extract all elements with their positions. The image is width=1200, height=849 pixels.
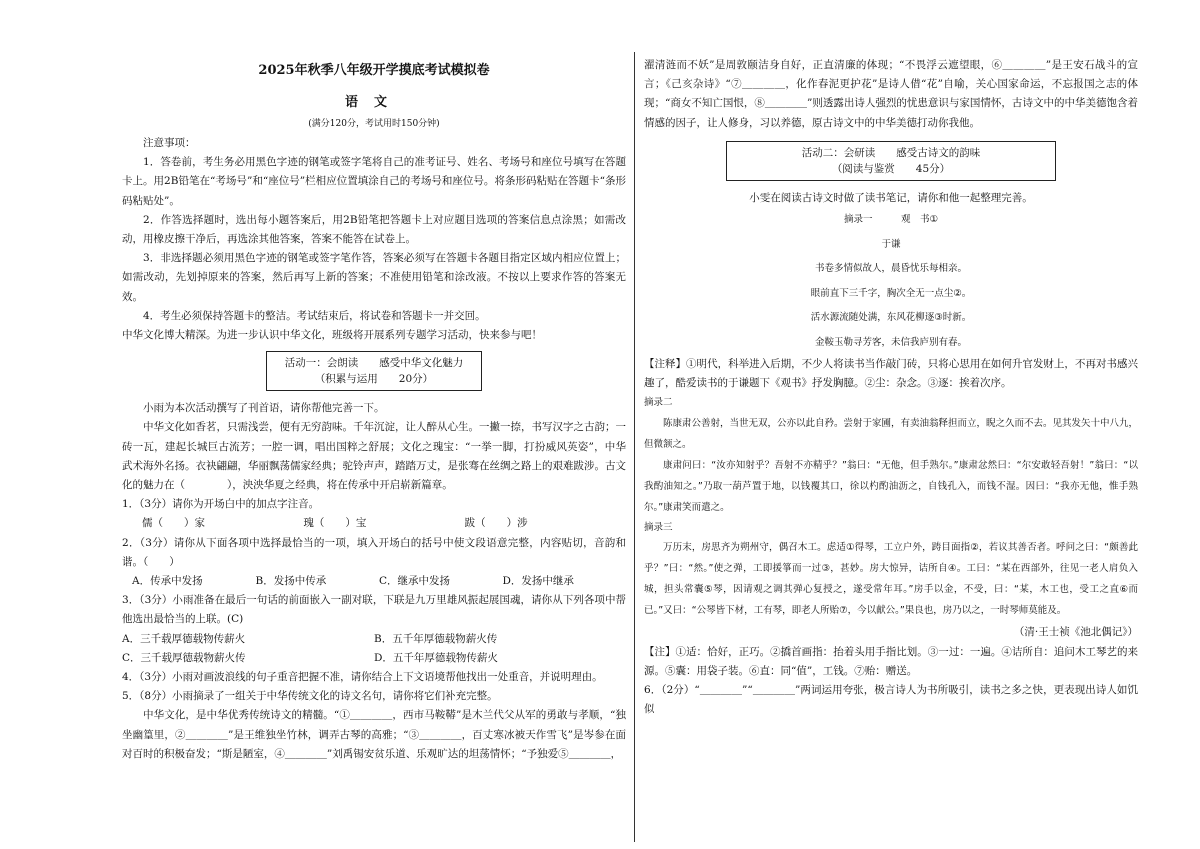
q5-stem: 5．（8分）小雨摘录了一组关于中华传统文化的诗文名句，请你将它们补充完整。: [122, 690, 498, 703]
excerpt1-heading: 摘录一 观 书①: [843, 214, 939, 226]
right-column: [644, 56, 1138, 720]
q6-stem: 6．（2分）“＿＿＿＿”“＿＿＿＿”两词运用夸张，极言诗人为书所吸引，读书之多之快，更表现出诗人如饥似: [644, 684, 1138, 716]
lead1-text: 小雨为本次活动撰写了刊首语，请你帮他完善一下。: [143, 402, 385, 415]
poem-line-4: 金鞍玉勒寻芳客，未信我庐别有春。: [814, 336, 967, 348]
q2-option-a: A．传承中发扬: [132, 575, 203, 588]
q3-option-d: D．五千年厚德载物传薪火: [374, 651, 498, 664]
q2-options: [122, 572, 626, 591]
q2-option-b: B．发扬中传承: [255, 575, 327, 588]
exam-title: 2025年秋季八年级开学摸底考试模拟卷: [258, 63, 490, 78]
lead2-text: 小雯在阅读古诗文时做了读书笔记，请你和他一起整理完善。: [749, 191, 1033, 204]
activity2-box: [726, 141, 1056, 181]
activity2-subtitle: （阅读与鉴赏 45分）: [831, 162, 951, 175]
q2-option-d: D．发扬中继承: [502, 575, 574, 588]
column-divider: [634, 52, 635, 842]
q1-stem: 1．（3分）请你为开场白中的加点字注音。: [122, 498, 320, 511]
q5-text-right: 濯清涟而不妖”是周敦颐洁身自好，正直清廉的体现；“不畏浮云遮望眼，⑥＿＿＿＿”是王安石战斗的宣言；《己亥杂诗》“⑦＿＿＿＿，化作春泥更护花”是诗人借“花”自喻，关心国家命运，不忘报国之志的体现；“商女不知亡国恨，⑧＿＿＿＿”则透露出诗人强烈的忧患意识与家国情怀，古诗文中的中华美德饱含着情感的因子，让人修身，习以养德，原古诗文中的中华美德打动你我他。: [644, 59, 1138, 129]
activity1-box: [266, 351, 482, 391]
q5-text-left: 中华文化，是中华优秀传统诗文的精髓。“①＿＿＿＿，西市马鞍鞯”是木兰代父从军的勇敢与孝顺，“独坐幽篁里，②＿＿＿＿”是王维独坐竹林，调弄古琴的高雅；“③＿＿＿＿，百丈寒冰被天作雪飞”是岑参在面对百时的积极奋发；“斯是陋室，④＿＿＿＿”刘禹锡安贫乐道、乐观旷达的坦荡情怀；“予独爱⑤＿＿＿＿，: [122, 709, 626, 760]
note-item-4: 4．考生必须保持答题卡的整洁。考试结束后，将试卷和答题卡一并交回。: [143, 309, 486, 322]
q3-stem: 3．（3分）小雨准备在最后一句话的前面嵌入一副对联，下联是九万里雄风振起展国魂，请你从下列各项中帮他选出最恰当的上联。(C): [122, 594, 626, 626]
poem-line-2: 眼前直下三千字，胸次全无一点尘②。: [810, 287, 972, 299]
poem-line-1: 书卷多情似故人，晨昏忧乐每相亲。: [814, 263, 967, 275]
q3-option-c: C．三千载厚德载物薪火传: [122, 651, 246, 664]
q2-option-c: C．继承中发扬: [379, 575, 451, 588]
score-note: (满分120分，考试用时150分钟): [308, 119, 440, 129]
note-item-2: 2．作答选择题时，选出每小题答案后，用2B铅笔把答题卡上对应题目选项的答案信息点涂黑；如需改动，用橡皮擦干净后，再选涂其他答案，答案不能答在试卷上。: [122, 213, 626, 246]
q1-item-2: 瑰（ ）宝: [303, 517, 367, 530]
notes-heading: 注意事项：: [143, 137, 196, 149]
excerpt3-text: 万历末，房思齐为朔州守，偶召木工。虑适①得琴，工立户外，踌目面指②，若议其善否者。呼问之曰：“颇善此乎？”曰：“然。”使之弹，工即援箏而一过③，甚妙。房大惊异，诘所自④。工曰：“某在西部外，往见一老人肩负入城，担头常囊⑤琴，因请观之调其弹心复授之，遂受常年耳。”房手以金，不受，曰：“某，木工也，受工之直⑥而已。”又曰：“公琴皆下材，工有琴，即老人所贻⑦，今以献公。”果良也，房乃以之，一时琴师莫能及。: [644, 541, 1138, 616]
activity1-subtitle: （积累与运用 20分）: [314, 373, 434, 386]
excerpt3-source: （清·王士祯《池北偶记》）: [1013, 625, 1138, 638]
intro-text: 中华文化博大精深。为进一步认识中华文化，班级将开展系列专题学习活动，快来参与吧！: [122, 329, 542, 342]
excerpt2-para1: 陈康肃公善射，当世无双，公亦以此自矜。尝射于家圃，有卖油翁释担而立，睨之久而不去。见其发矢十中八九，但微颔之。: [644, 417, 1139, 450]
passage-text: 中华文化如香茗，只需浅尝，便有无穷韵味。千年沉淀，让人醉从心生。一撇一捺，书写汉字之古韵；一砖一瓦，建起长城巨古流芳；一腔一调，唱出国粹之舒展；文化之瑰宝：“一挙一脚，打扮威风英姿”，中华武术海外名扬。衣袂翩翩，华丽飘荡儒家经典；驼铃声声，踏踏万丈，是张骞在丝绸之路上的艰难跋涉。古文化的魅力在（ ），泱泱华夏之经典，将在传承中开启崭新篇章。: [122, 421, 626, 492]
q3-options-row1: [122, 630, 626, 649]
q1-item-3: 跋（ ）涉: [464, 517, 528, 530]
note-item-1: 1．答卷前，考生务必用黑色字迹的钢笔或签字笔将自己的准考证号、姓名、考场号和座位号填写在答题卡上。用2B铅笔在“考场号”和“座位号”栏相应位置填涂自己的考场号和座位号。将条形码粘贴在答题卡“条形码粘贴处”。: [122, 156, 626, 207]
excerpt3-heading: 摘录三: [644, 521, 673, 533]
excerpt1-author: 于谦: [881, 238, 901, 250]
q3-option-a: A．三千载厚德载物传薪火: [122, 632, 246, 645]
note3-text: 【注】①适：恰好，正巧。②撟首画指：抬着头用手指比划。③一过：一遍。④诘所自：追问木工琴艺的来源。⑤囊：用袋子装。⑥直：同“值”，工钱。⑦贻：赠送。: [644, 645, 1138, 678]
q1-item-1: 儒（ ）家: [142, 517, 205, 530]
note-item-3: 3．非选择题必须用黑色字迹的钢笔或签字笔作答，答案必须写在答题卡各题目指定区域内相应位置上；如需改动，先划掉原来的答案，然后再写上新的答案；不准使用铅笔和涂改液。不按以上要求作答的答案无效。: [122, 252, 626, 303]
q3-option-b: B．五千年厚德载物薪火传: [374, 632, 498, 645]
left-column: [122, 56, 626, 764]
q1-items: [122, 514, 626, 533]
activity2-title: 活动二：会研读 感受古诗文的韵味: [801, 146, 981, 159]
excerpt2-para2: 康肃问曰：“汝亦知射乎？吾射不亦精乎？”翁曰：“无他，但手熟尔。”康肃忿然曰：“尔安敢轻吾射！”翁曰：“以我酌油知之。”乃取一葫芦置于地，以钱覆其口，徐以杓酌油沥之，自钱孔入，而钱不湿。因曰：“我亦无他，惟手熟尔。”康肃笑而遣之。: [644, 459, 1138, 513]
q3-options-row2: [122, 649, 626, 668]
activity1-title: 活动一：会朗读 感受中华文化魅力: [284, 357, 464, 370]
q2-stem: 2．（3分）请你从下面各项中选择最恰当的一项，填入开场白的括号中使文段语意完整，内容贴切，音韵和谐。（ ）: [122, 536, 626, 568]
note1-text: 【注释】①明代，科举进入后期，不少人将读书当作敲门砖，只将心思用在如何升官发财上，不再对书感兴趣了，酷爱读书的于谦题下《观书》抒发胸臆。②尘：杂念。③逐：挨着次序。: [644, 358, 1138, 390]
excerpt2-heading: 摘录二: [644, 397, 673, 409]
poem-line-3: 活水源流随处满，东风花柳逐③时新。: [810, 312, 972, 324]
q4-stem: 4．（3分）小雨对画波浪线的句子重音把握不准，请你结合上下文语境帮他找出一处重音，并说明理由。: [122, 671, 603, 684]
subject-title: 语文: [344, 95, 403, 110]
